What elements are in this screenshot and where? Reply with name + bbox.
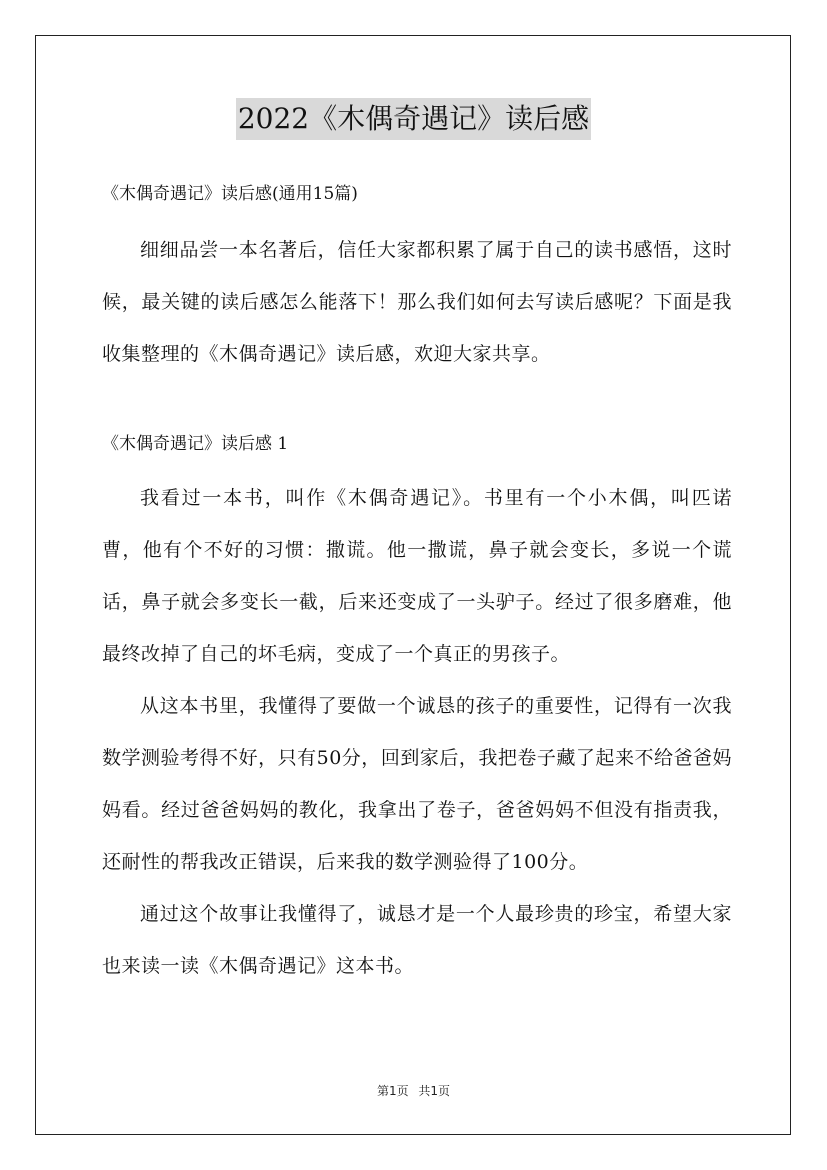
section-paragraph-3: 通过这个故事让我懂得了，诚恳才是一个人最珍贵的珍宝，希望大家也来读一读《木偶奇遇记》这本书。 (102, 903, 732, 977)
title-container (0, 98, 827, 140)
page-total: 共1页 (418, 1084, 451, 1098)
document-subtitle: 《木偶奇遇记》读后感(通用15篇) (102, 184, 358, 204)
page-number: 第1页 (376, 1084, 409, 1098)
document-body (102, 180, 732, 992)
section-gap (102, 380, 732, 430)
section-paragraph-1: 我看过一本书，叫作《木偶奇遇记》。书里有一个小木偶，叫匹诺曹，他有个不好的习惯：撒谎。他一撒谎，鼻子就会变长，多说一个谎话，鼻子就会多变长一截，后来还变成了一头驴子。经过了很多磨难，他最终改掉了自己的坏毛病，变成了一个真正的男孩子。 (102, 487, 732, 665)
document-title: 2022《木偶奇遇记》读后感 (236, 98, 591, 140)
section-paragraph-2: 从这本书里，我懂得了要做一个诚恳的孩子的重要性，记得有一次我数学测验考得不好，只有50分，回到家后，我把卷子藏了起来不给爸爸妈妈看。经过爸爸妈妈的教化，我拿出了卷子，爸爸妈妈不但没有指责我，还耐性的帮我改正错误，后来我的数学测验得了100分。 (102, 695, 732, 873)
section-heading: 《木偶奇遇记》读后感 1 (102, 434, 289, 454)
page-footer (0, 1083, 827, 1099)
intro-paragraph: 细细品尝一本名著后，信任大家都积累了属于自己的读书感悟，这时候，最关键的读后感怎么能落下！那么我们如何去写读后感呢？下面是我收集整理的《木偶奇遇记》读后感，欢迎大家共享。 (102, 239, 732, 365)
